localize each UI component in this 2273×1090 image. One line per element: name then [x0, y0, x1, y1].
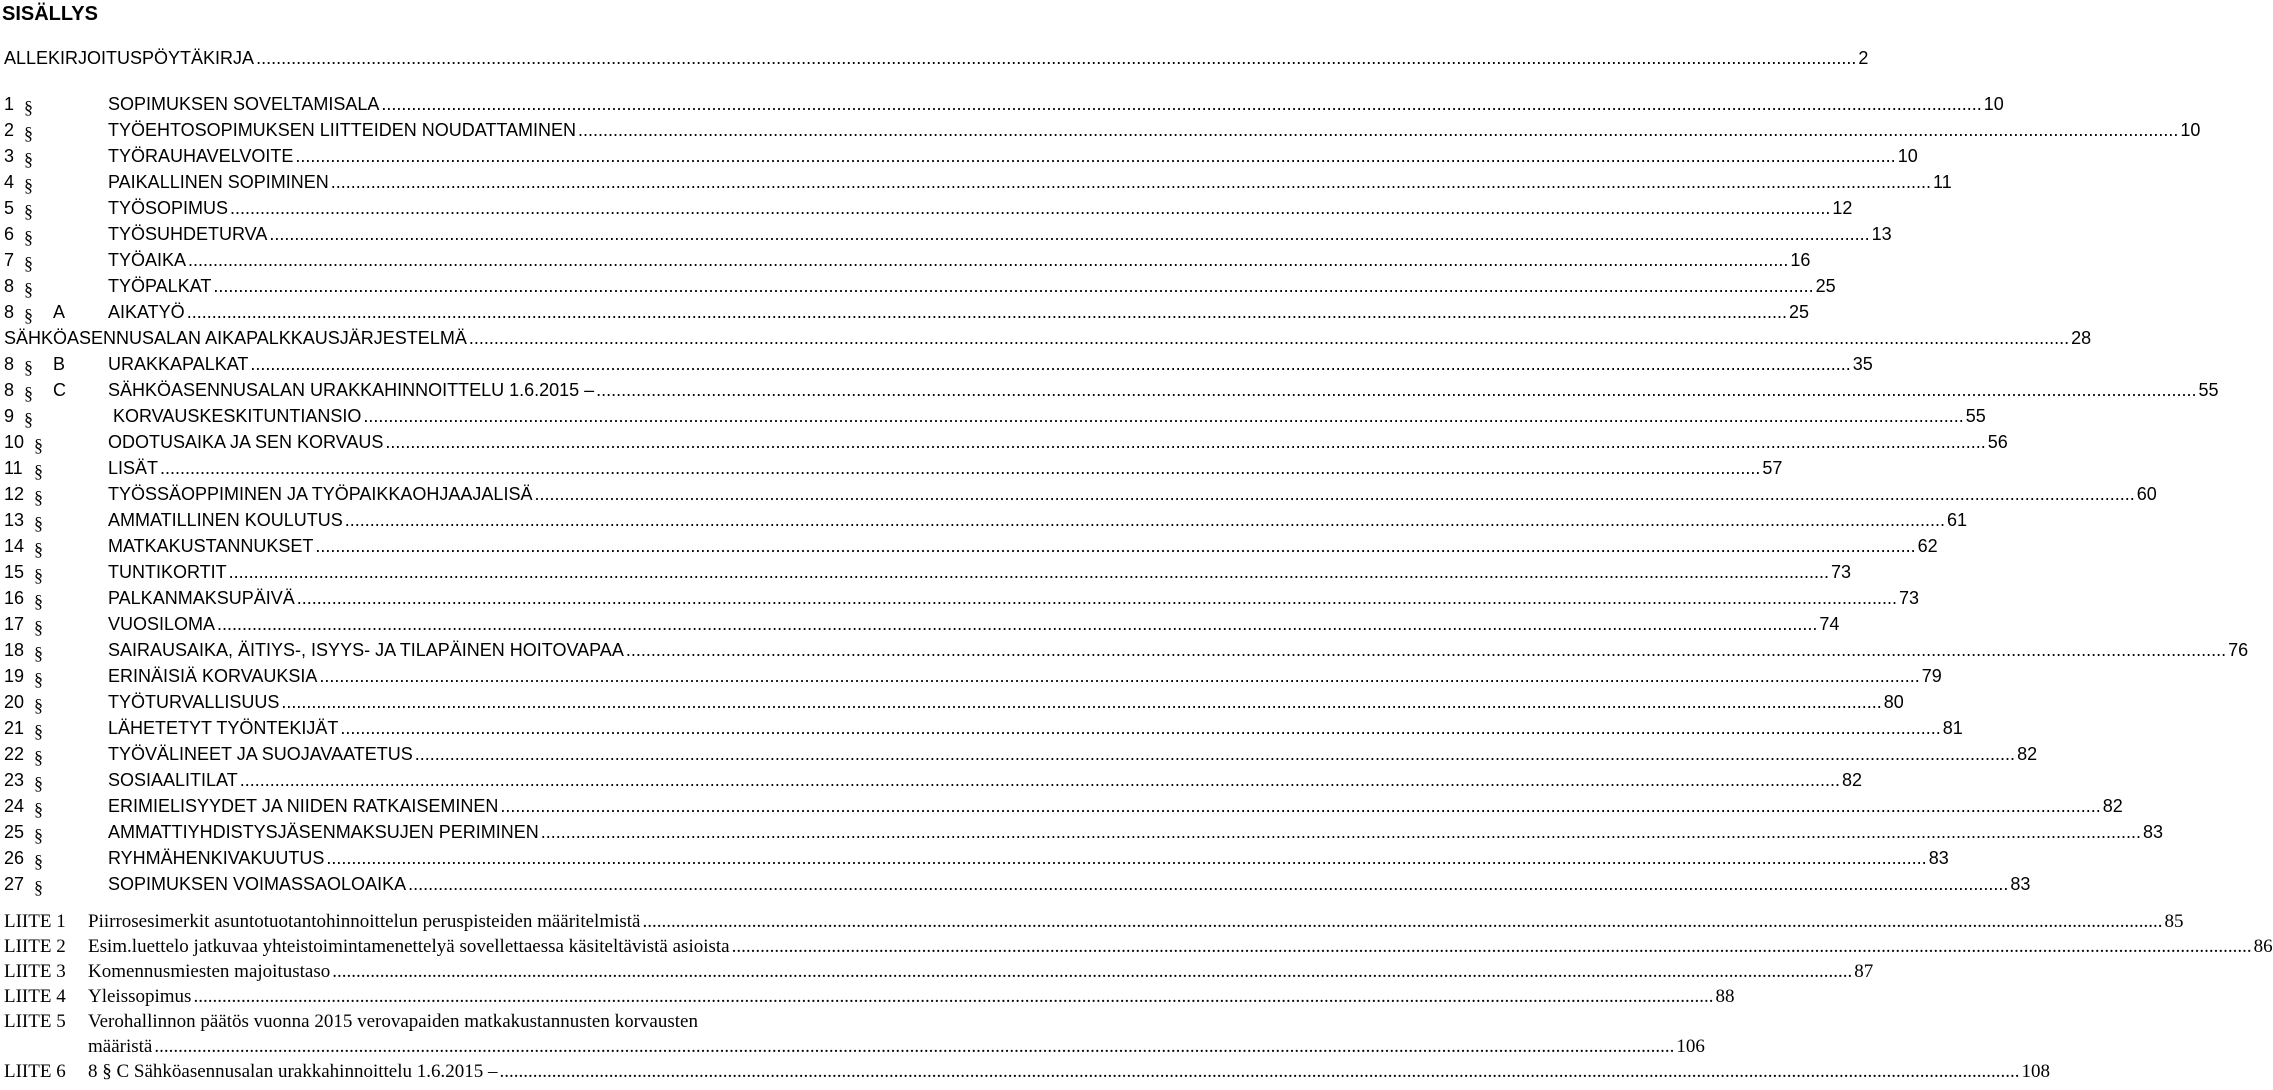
- toc-entry-title: ALLEKIRJOITUSPÖYTÄKIRJA: [4, 48, 255, 68]
- leader-dots: [154, 1035, 1674, 1059]
- toc-entry-page: 11: [1933, 172, 1952, 192]
- leader-dots: [319, 664, 1919, 688]
- toc-entry[interactable]: [108, 612, 1840, 636]
- section-number: 8: [4, 380, 15, 400]
- section-sign: §: [34, 695, 43, 715]
- toc-entry-page: 82: [2102, 796, 2123, 816]
- toc-entry-title: SOPIMUKSEN VOIMASSAOLOAIKA: [108, 874, 407, 894]
- section-sign: §: [24, 305, 33, 325]
- toc-entry-page: 12: [1832, 198, 1853, 218]
- section-number: 7: [4, 250, 15, 270]
- toc-entry-page: 57: [1762, 458, 1783, 478]
- toc-entry-title: SÄHKÖASENNUSALAN AIKAPALKKAUSJÄRJESTELMÄ: [4, 328, 467, 348]
- appendix-title: Yleissopimus: [88, 986, 192, 1007]
- leader-dots: [363, 404, 1963, 428]
- section-number: 27: [4, 874, 25, 894]
- leader-dots: [297, 586, 1897, 610]
- toc-entry-page: 25: [1815, 276, 1836, 296]
- appendix-label: LIITE 6: [4, 1061, 66, 1082]
- toc-entry-page: 28: [2071, 328, 2092, 348]
- toc-entry-page: 76: [2228, 640, 2249, 660]
- toc-entry-title: LÄHETETYT TYÖNTEKIJÄT: [108, 718, 339, 738]
- toc-entry-title: ODOTUSAIKA JA SEN KORVAUS: [108, 432, 384, 452]
- toc-entry-title: TYÖPALKAT: [108, 276, 212, 296]
- toc-entry-page: 73: [1830, 562, 1852, 582]
- toc-entry[interactable]: [108, 690, 1904, 714]
- toc-entry-page: 83: [1928, 848, 1949, 868]
- section-sign: §: [24, 201, 33, 221]
- toc-entry[interactable]: [108, 846, 1949, 870]
- toc-entry-title: RYHMÄHENKIVAKUUTUS: [108, 848, 325, 868]
- appendix-title: Piirrosesimerkit asuntotuotantohinnoittelun peruspisteiden määritelmistä: [88, 911, 641, 932]
- toc-entry[interactable]: [108, 144, 1918, 168]
- toc-entry[interactable]: [108, 794, 2123, 818]
- leader-dots: [415, 742, 2015, 766]
- appendix-label: LIITE 2: [4, 936, 66, 957]
- section-sign: §: [24, 279, 33, 299]
- section-number: 16: [4, 588, 25, 608]
- toc-entry-page: 10: [1983, 94, 2004, 114]
- toc-entry-title: ERINÄISIÄ KORVAUKSIA: [108, 666, 318, 686]
- toc-entry[interactable]: [108, 170, 1952, 194]
- leader-dots: [217, 612, 1817, 636]
- appendix-title[interactable]: Verohallinnon päätös vuonna 2015 verovapaiden matkakustannusten korvausten: [88, 1011, 698, 1032]
- toc-entry[interactable]: [108, 222, 1892, 246]
- toc-entry[interactable]: [108, 560, 1852, 584]
- toc-entry-title: LISÄT: [108, 458, 159, 478]
- appendix-label: LIITE 3: [4, 961, 66, 982]
- section-sign: §: [24, 175, 33, 195]
- toc-entry[interactable]: [108, 664, 1942, 688]
- toc-entry[interactable]: [108, 534, 1938, 558]
- leader-dots: [541, 820, 2141, 844]
- toc-entry-page: 73: [1899, 588, 1920, 608]
- leader-dots: [269, 222, 1869, 246]
- toc-entry-title: TYÖAIKA: [108, 250, 187, 270]
- section-number: 23: [4, 770, 25, 790]
- leader-dots: [331, 170, 1931, 194]
- section-sign: §: [24, 97, 33, 117]
- toc-entry-title: TYÖSUHDETURVA: [108, 224, 268, 244]
- appendix-entry[interactable]: [88, 935, 2273, 959]
- section-number: 18: [4, 640, 25, 660]
- toc-entry[interactable]: [108, 274, 1836, 298]
- toc-entry-title: TYÖTURVALLISUUS: [108, 692, 280, 712]
- toc-entry-title: URAKKAPALKAT: [108, 354, 249, 374]
- appendix-entry[interactable]: [88, 985, 1735, 1009]
- leader-dots: [642, 910, 2162, 934]
- leader-dots: [596, 378, 2196, 402]
- toc-entry-page: 2: [1858, 48, 1869, 68]
- leader-dots: [295, 144, 1895, 168]
- toc-entry[interactable]: [108, 352, 1873, 376]
- toc-entry-title: ERIMIELISYYDET JA NIIDEN RATKAISEMINEN: [108, 796, 499, 816]
- section-number: 14: [4, 536, 25, 556]
- toc-entry-page: 83: [2010, 874, 2031, 894]
- appendix-page: 108: [2021, 1061, 2050, 1082]
- appendix-title: 8 § C Sähköasennusalan urakkahinnoittelu 1.6.2015 –: [88, 1061, 498, 1082]
- toc-entry[interactable]: [108, 820, 2164, 844]
- leader-dots: [229, 560, 1829, 584]
- toc-entry-page: 13: [1871, 224, 1892, 244]
- section-number: 20: [4, 692, 25, 712]
- toc-entry-page: 25: [1789, 302, 1810, 322]
- leader-dots: [345, 508, 1945, 532]
- section-number: 9: [4, 406, 15, 426]
- toc-entry-page: 10: [2180, 120, 2201, 140]
- toc-entry[interactable]: [108, 248, 1811, 272]
- section-sign: §: [24, 253, 33, 273]
- section-number: 5: [4, 198, 15, 218]
- toc-entry[interactable]: [108, 430, 2008, 454]
- section-sign: §: [34, 747, 43, 767]
- leader-dots: [326, 846, 1926, 870]
- toc-entry[interactable]: [108, 872, 2031, 896]
- appendix-entry[interactable]: [88, 1060, 2050, 1084]
- leader-dots: [500, 794, 2100, 818]
- toc-entry-page: 35: [1852, 354, 1873, 374]
- section-sign: §: [34, 851, 43, 871]
- section-sign: §: [34, 877, 43, 897]
- section-sign: §: [34, 825, 43, 845]
- section-sign: §: [34, 643, 43, 663]
- appendix-page: 106: [1676, 1036, 1705, 1057]
- toc-entry[interactable]: [108, 482, 2157, 506]
- toc-entry-title: PAIKALLINEN SOPIMINEN: [108, 172, 329, 192]
- toc-entry-title: VUOSILOMA: [108, 614, 216, 634]
- toc-entry[interactable]: [4, 326, 2092, 350]
- appendix-label: LIITE 4: [4, 986, 66, 1007]
- leader-dots: [240, 768, 1840, 792]
- appendix-label: LIITE 5: [4, 1011, 66, 1032]
- toc-entry-title: TYÖRAUHAVELVOITE: [108, 146, 294, 166]
- toc-entry-page: 55: [1965, 406, 1986, 426]
- toc-entry-title: SOPIMUKSEN SOVELTAMISALA: [108, 94, 380, 114]
- section-sign: §: [24, 409, 33, 429]
- toc-entry-page: 74: [1819, 614, 1840, 634]
- toc-entry-page: 16: [1790, 250, 1811, 270]
- section-number: 13: [4, 510, 25, 530]
- toc-entry-title: SÄHKÖASENNUSALAN URAKKAHINNOITTELU 1.6.2015 –: [108, 380, 595, 400]
- leader-dots: [256, 46, 1856, 70]
- section-number: 8: [4, 276, 15, 296]
- leader-dots: [281, 690, 1881, 714]
- leader-dots: [188, 248, 1788, 272]
- toc-entry[interactable]: [108, 404, 1986, 428]
- section-number: 17: [4, 614, 25, 634]
- toc-entry[interactable]: [108, 586, 1920, 610]
- section-sign: §: [34, 799, 43, 819]
- page-title: SISÄLLYS: [2, 3, 98, 25]
- section-sign: §: [34, 539, 43, 559]
- appendix-page: 86: [2253, 936, 2273, 957]
- toc-entry-page: 80: [1883, 692, 1904, 712]
- toc-entry-title: SAIRAUSAIKA, ÄITIYS-, ISYYS- JA TILAPÄINEN HOITOVAPAA: [108, 640, 624, 660]
- toc-entry-title: AIKATYÖ: [108, 302, 185, 322]
- leader-dots: [340, 716, 1940, 740]
- section-sign: §: [34, 565, 43, 585]
- toc-entry-title: TYÖEHTOSOPIMUKSEN LIITTEIDEN NOUDATTAMINEN: [108, 120, 577, 140]
- section-number: 12: [4, 484, 25, 504]
- toc-entry-title: SOSIAALITILAT: [108, 770, 238, 790]
- appendix-title-continued: määristä: [88, 1036, 153, 1057]
- leader-dots: [732, 935, 2252, 959]
- section-number: 10: [4, 432, 25, 452]
- appendix-page: 87: [1854, 961, 1874, 982]
- toc-entry[interactable]: [108, 768, 1863, 792]
- toc-entry-page: 56: [1987, 432, 2008, 452]
- appendix-page: 85: [2164, 911, 2184, 932]
- toc-entry-title: TYÖSOPIMUS: [108, 198, 229, 218]
- leader-dots: [213, 274, 1813, 298]
- leader-dots: [160, 456, 1760, 480]
- toc-entry-page: 55: [2198, 380, 2219, 400]
- leader-dots: [626, 638, 2226, 662]
- section-number: 22: [4, 744, 25, 764]
- toc-entry-title: MATKAKUSTANNUKSET: [108, 536, 314, 556]
- leader-dots: [469, 326, 2069, 350]
- toc-entry[interactable]: [108, 92, 2004, 116]
- section-number: 24: [4, 796, 25, 816]
- section-letter: A: [53, 302, 66, 322]
- toc-entry-page: 83: [2143, 822, 2164, 842]
- toc-entry-page: 62: [1917, 536, 1938, 556]
- section-letter: C: [53, 380, 66, 400]
- toc-entry[interactable]: [108, 300, 1810, 324]
- section-sign: §: [34, 617, 43, 637]
- appendix-entry[interactable]: [88, 960, 1874, 984]
- section-sign: §: [24, 123, 33, 143]
- appendix-entry[interactable]: [88, 910, 2184, 934]
- section-sign: §: [34, 513, 43, 533]
- leader-dots: [250, 352, 1850, 376]
- toc-entry[interactable]: [108, 118, 2201, 142]
- toc-entry-page: 60: [2136, 484, 2157, 504]
- section-number: 8: [4, 354, 15, 374]
- leader-dots: [381, 92, 1981, 116]
- leader-dots: [230, 196, 1830, 220]
- toc-entry[interactable]: [108, 508, 1968, 532]
- section-number: 4: [4, 172, 15, 192]
- section-number: 21: [4, 718, 25, 738]
- appendix-label: LIITE 1: [4, 911, 66, 932]
- section-sign: §: [24, 383, 33, 403]
- toc-entry[interactable]: [108, 742, 2038, 766]
- appendix-title: Esim.luettelo jatkuvaa yhteistoimintamenettelyä sovellettaessa käsiteltävistä asioista: [88, 936, 730, 957]
- toc-entry-title: AMMATILLINEN KOULUTUS: [108, 510, 343, 530]
- toc-entry[interactable]: [108, 638, 2249, 662]
- toc-entry-page: 82: [2017, 744, 2038, 764]
- appendix-title: Komennusmiesten majoitustaso: [88, 961, 331, 982]
- section-sign: §: [34, 487, 43, 507]
- leader-dots: [315, 534, 1915, 558]
- leader-dots: [187, 300, 1787, 324]
- section-sign: §: [24, 149, 33, 169]
- section-sign: §: [34, 669, 43, 689]
- section-number: 26: [4, 848, 25, 868]
- toc-entry-title: TYÖSSÄOPPIMINEN JA TYÖPAIKKAOHJAAJALISÄ: [108, 484, 533, 504]
- leader-dots: [500, 1060, 2020, 1084]
- section-sign: §: [34, 435, 43, 455]
- section-sign: §: [34, 773, 43, 793]
- toc-entry-title: PALKANMAKSUPÄIVÄ: [108, 588, 295, 608]
- toc-entry[interactable]: [108, 456, 1783, 480]
- section-letter: B: [53, 354, 66, 374]
- section-sign: §: [34, 461, 43, 481]
- leader-dots: [534, 482, 2134, 506]
- toc-entry-page: 82: [1842, 770, 1863, 790]
- leader-dots: [408, 872, 2008, 896]
- toc-entry[interactable]: [108, 196, 1853, 220]
- section-sign: §: [24, 357, 33, 377]
- section-number: 2: [4, 120, 15, 140]
- toc-entry-page: 79: [1921, 666, 1942, 686]
- section-number: 3: [4, 146, 15, 166]
- section-number: 19: [4, 666, 25, 686]
- leader-dots: [193, 985, 1713, 1009]
- toc-entry[interactable]: [108, 378, 2219, 402]
- leader-dots: [385, 430, 1985, 454]
- section-number: 8: [4, 302, 15, 322]
- leader-dots: [578, 118, 2178, 142]
- section-number: 6: [4, 224, 15, 244]
- appendix-entry[interactable]: [88, 1035, 1705, 1059]
- appendix-page: 88: [1715, 986, 1735, 1007]
- section-number: 11: [4, 458, 23, 478]
- toc-entry-title: AMMATTIYHDISTYSJÄSENMAKSUJEN PERIMINEN: [108, 822, 539, 842]
- section-number: 1: [4, 94, 15, 114]
- toc-entry-page: 10: [1897, 146, 1918, 166]
- toc-entry[interactable]: [108, 716, 1963, 740]
- toc-entry-title: KORVAUSKESKITUNTIANSIO: [108, 406, 362, 426]
- section-sign: §: [34, 721, 43, 741]
- section-number: 25: [4, 822, 25, 842]
- section-sign: §: [24, 227, 33, 247]
- toc-entry-page: 81: [1942, 718, 1963, 738]
- toc-entry-title: TUNTIKORTIT: [108, 562, 227, 582]
- toc-entry[interactable]: [4, 46, 1869, 70]
- section-number: 15: [4, 562, 25, 582]
- toc-entry-title: TYÖVÄLINEET JA SUOJAVAATETUS: [108, 744, 413, 764]
- leader-dots: [332, 960, 1852, 984]
- toc-entry-page: 61: [1947, 510, 1968, 530]
- section-sign: §: [34, 591, 43, 611]
